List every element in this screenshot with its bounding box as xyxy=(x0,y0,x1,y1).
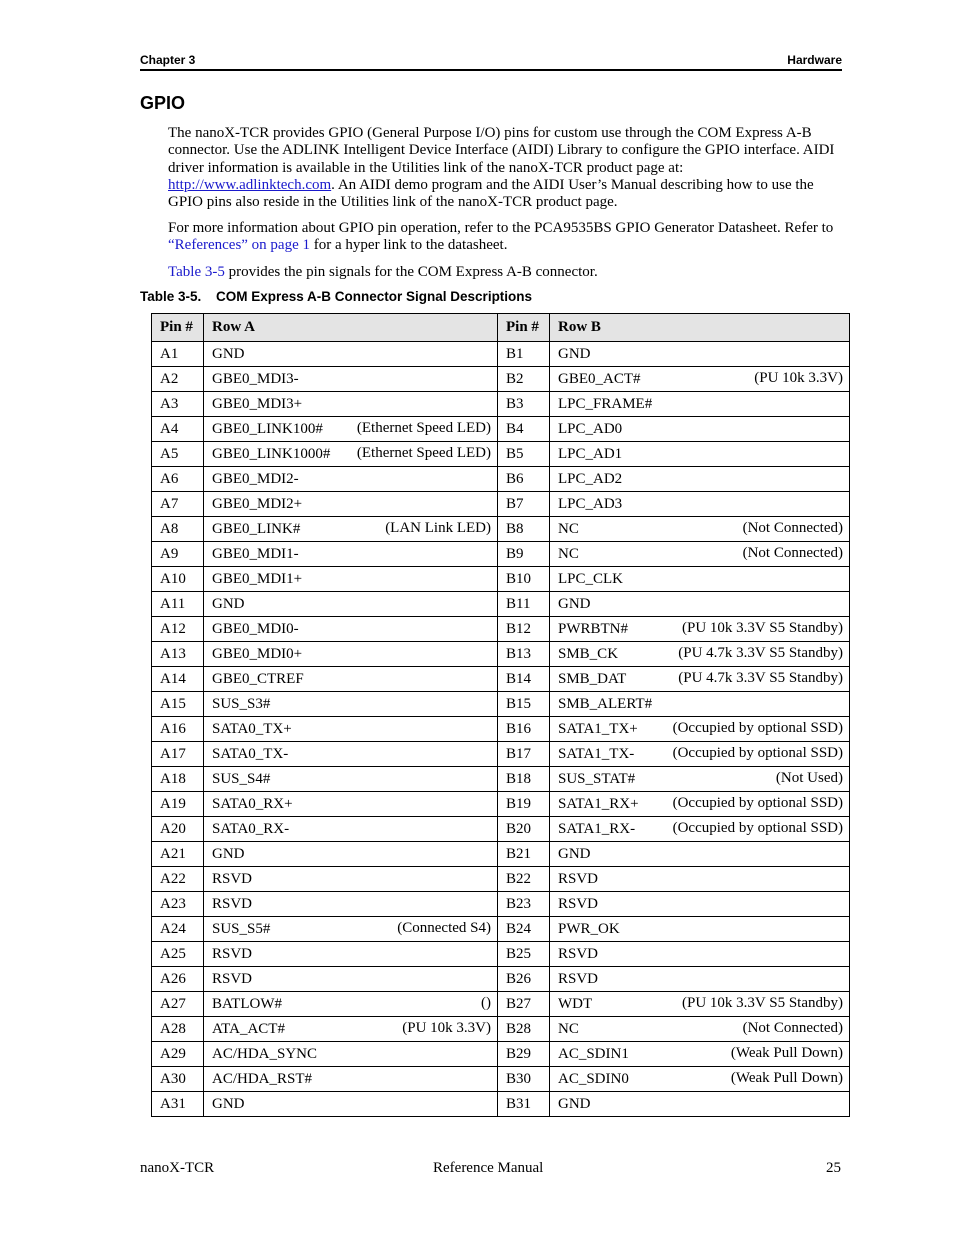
pin-a: A30 xyxy=(152,1067,204,1092)
pin-b: B3 xyxy=(498,392,550,417)
pin-a: A20 xyxy=(152,817,204,842)
pin-b: B18 xyxy=(498,767,550,792)
signal-b-cell xyxy=(550,1092,850,1117)
signal-b: LPC_AD1 xyxy=(558,445,623,462)
signal-b: RSVD xyxy=(558,945,599,962)
pin-b: B16 xyxy=(498,717,550,742)
signal-b: SATA1_RX+ xyxy=(558,795,639,812)
paragraph-datasheet xyxy=(168,220,844,255)
header-row-b: Row B xyxy=(550,314,850,342)
table-row xyxy=(152,442,850,467)
signal-b-cell xyxy=(550,542,850,567)
signal-b-note: (PU 4.7k 3.3V S5 Standby) xyxy=(678,645,843,661)
signal-b-note: (PU 10k 3.3V) xyxy=(754,370,843,386)
table-row xyxy=(152,467,850,492)
footer-product: nanoX-TCR xyxy=(140,1160,215,1176)
signal-b-cell xyxy=(550,517,850,542)
signal-a: SATA0_TX+ xyxy=(212,720,292,737)
signal-a-cell xyxy=(204,392,498,417)
signal-b-cell xyxy=(550,467,850,492)
signal-b: NC xyxy=(558,520,579,537)
signal-a: SATA0_RX+ xyxy=(212,795,293,812)
pin-b: B7 xyxy=(498,492,550,517)
pin-a: A31 xyxy=(152,1092,204,1117)
table-row xyxy=(152,367,850,392)
signal-b-cell xyxy=(550,617,850,642)
signal-a: GBE0_LINK100# xyxy=(212,420,323,437)
header-chapter: Chapter 3 xyxy=(140,53,196,67)
pin-a: A3 xyxy=(152,392,204,417)
signal-a-cell xyxy=(204,442,498,467)
pin-a: A23 xyxy=(152,892,204,917)
table-row xyxy=(152,517,850,542)
signal-b: NC xyxy=(558,545,579,562)
pin-a: A5 xyxy=(152,442,204,467)
signal-b: SATA1_TX+ xyxy=(558,720,638,737)
signal-b-cell xyxy=(550,592,850,617)
pin-b: B19 xyxy=(498,792,550,817)
pin-b: B14 xyxy=(498,667,550,692)
header-pin-a: Pin # xyxy=(152,314,204,342)
table-caption xyxy=(140,289,532,304)
signal-a: RSVD xyxy=(212,945,253,962)
pin-a: A4 xyxy=(152,417,204,442)
signal-a-cell xyxy=(204,742,498,767)
signal-a-note: (Ethernet Speed LED) xyxy=(356,420,491,436)
signal-b: RSVD xyxy=(558,870,599,887)
signal-a: GBE0_CTREF xyxy=(212,670,304,687)
table-3-5-link[interactable]: Table 3-5 xyxy=(168,264,225,280)
signal-b-note: (Occupied by optional SSD) xyxy=(672,820,843,836)
pin-b: B2 xyxy=(498,367,550,392)
signal-b: PWR_OK xyxy=(558,920,620,937)
signal-b-note: (Occupied by optional SSD) xyxy=(672,745,843,761)
signal-a: AC/HDA_SYNC xyxy=(212,1045,318,1062)
table-row xyxy=(152,917,850,942)
pin-a: A7 xyxy=(152,492,204,517)
signal-a-cell xyxy=(204,917,498,942)
signal-a-cell xyxy=(204,617,498,642)
signal-b-cell xyxy=(550,492,850,517)
table-row xyxy=(152,492,850,517)
table-row xyxy=(152,642,850,667)
pin-b: B8 xyxy=(498,517,550,542)
table-row xyxy=(152,1042,850,1067)
pin-b: B31 xyxy=(498,1092,550,1117)
signal-a: SUS_S4# xyxy=(212,770,271,787)
signal-b-note: (Weak Pull Down) xyxy=(730,1045,843,1061)
pin-a: A14 xyxy=(152,667,204,692)
table-row xyxy=(152,1067,850,1092)
table-row xyxy=(152,792,850,817)
adlink-url-link[interactable]: http://www.adlinktech.com xyxy=(168,176,332,193)
signal-a-cell xyxy=(204,1092,498,1117)
pin-a: A17 xyxy=(152,742,204,767)
signal-a: SATA0_TX- xyxy=(212,745,289,762)
table-row xyxy=(152,1017,850,1042)
signal-b: AC_SDIN0 xyxy=(558,1070,629,1087)
pin-a: A26 xyxy=(152,967,204,992)
signal-b: NC xyxy=(558,1020,579,1037)
pin-a: A15 xyxy=(152,692,204,717)
signal-table xyxy=(151,313,850,1117)
signal-b: GND xyxy=(558,845,591,862)
signal-a: SUS_S3# xyxy=(212,695,271,712)
pin-a: A10 xyxy=(152,567,204,592)
signal-b: WDT xyxy=(558,995,593,1012)
signal-b-cell xyxy=(550,367,850,392)
signal-b: SMB_DAT xyxy=(558,670,627,687)
running-header xyxy=(140,52,842,71)
signal-b: GND xyxy=(558,1095,591,1112)
signal-b-cell xyxy=(550,867,850,892)
para1-text-end: . An AIDI demo program and the AIDI User’s Manual describing how to use the GPIO pins also reside in the Utilities link of the nanoX-TCR product page. xyxy=(168,176,814,211)
signal-b-cell xyxy=(550,342,850,367)
signal-b: SATA1_TX- xyxy=(558,745,635,762)
signal-b-cell xyxy=(550,1017,850,1042)
signal-b: LPC_AD0 xyxy=(558,420,623,437)
references-link[interactable]: “References” on page 1 xyxy=(168,237,311,254)
signal-b-note: (Weak Pull Down) xyxy=(730,1070,843,1086)
pin-a: A1 xyxy=(152,342,204,367)
pin-a: A13 xyxy=(152,642,204,667)
pin-a: A22 xyxy=(152,867,204,892)
signal-a-cell xyxy=(204,717,498,742)
signal-a-cell xyxy=(204,1067,498,1092)
signal-a-cell xyxy=(204,467,498,492)
pin-a: A12 xyxy=(152,617,204,642)
signal-b-cell xyxy=(550,567,850,592)
pin-b: B12 xyxy=(498,617,550,642)
signal-b-cell xyxy=(550,1042,850,1067)
signal-b-note: (Occupied by optional SSD) xyxy=(672,795,843,811)
pin-b: B13 xyxy=(498,642,550,667)
pin-b: B30 xyxy=(498,1067,550,1092)
table-row xyxy=(152,767,850,792)
pin-a: A2 xyxy=(152,367,204,392)
signal-b-cell xyxy=(550,667,850,692)
pin-b: B1 xyxy=(498,342,550,367)
paragraph-aidi xyxy=(168,125,844,211)
signal-a: AC/HDA_RST# xyxy=(212,1070,313,1087)
signal-a: SATA0_RX- xyxy=(212,820,290,837)
pin-b: B26 xyxy=(498,967,550,992)
signal-a-cell xyxy=(204,667,498,692)
header-row-a: Row A xyxy=(204,314,498,342)
signal-a: GBE0_MDI1+ xyxy=(212,570,303,587)
signal-a: GBE0_MDI0+ xyxy=(212,645,303,662)
pin-a: A29 xyxy=(152,1042,204,1067)
pin-b: B15 xyxy=(498,692,550,717)
signal-a-cell xyxy=(204,367,498,392)
pin-b: B5 xyxy=(498,442,550,467)
signal-b: LPC_FRAME# xyxy=(558,395,653,412)
signal-a-cell xyxy=(204,942,498,967)
footer-doc-title: Reference Manual xyxy=(433,1160,544,1176)
table-row xyxy=(152,417,850,442)
table-row xyxy=(152,817,850,842)
signal-a: GBE0_MDI1- xyxy=(212,545,299,562)
signal-a-cell xyxy=(204,842,498,867)
signal-a-note: () xyxy=(481,995,491,1011)
signal-b-note: (PU 10k 3.3V S5 Standby) xyxy=(682,620,843,636)
pin-b: B20 xyxy=(498,817,550,842)
signal-b-cell xyxy=(550,942,850,967)
signal-a: GBE0_LINK# xyxy=(212,520,301,537)
caption-number: Table 3-5. xyxy=(140,289,202,304)
pin-a: A28 xyxy=(152,1017,204,1042)
signal-b: SATA1_RX- xyxy=(558,820,636,837)
signal-a-cell xyxy=(204,967,498,992)
signal-b: AC_SDIN1 xyxy=(558,1045,629,1062)
signal-b: RSVD xyxy=(558,895,599,912)
signal-b: LPC_AD3 xyxy=(558,495,623,512)
signal-b-cell xyxy=(550,992,850,1017)
signal-a-cell xyxy=(204,1042,498,1067)
signal-a: BATLOW# xyxy=(212,995,282,1012)
signal-b-note: (PU 4.7k 3.3V S5 Standby) xyxy=(678,670,843,686)
signal-a-cell xyxy=(204,492,498,517)
pin-b: B25 xyxy=(498,942,550,967)
pin-b: B21 xyxy=(498,842,550,867)
signal-a: GND xyxy=(212,845,245,862)
pin-b: B22 xyxy=(498,867,550,892)
signal-a-cell xyxy=(204,692,498,717)
table-row xyxy=(152,892,850,917)
para2-text-start: For more information about GPIO pin operation, refer to the PCA9535BS GPIO Generator Datasheet. Refer to xyxy=(168,220,834,236)
table-row xyxy=(152,742,850,767)
signal-a: GND xyxy=(212,595,245,612)
pin-a: A27 xyxy=(152,992,204,1017)
table-row xyxy=(152,942,850,967)
signal-b-note: (PU 10k 3.3V S5 Standby) xyxy=(682,995,843,1011)
pin-b: B6 xyxy=(498,467,550,492)
signal-a-note: (Ethernet Speed LED) xyxy=(356,445,491,461)
signal-a-cell xyxy=(204,867,498,892)
pin-a: A16 xyxy=(152,717,204,742)
table-row xyxy=(152,692,850,717)
signal-b-cell xyxy=(550,642,850,667)
pin-a: A8 xyxy=(152,517,204,542)
table-row xyxy=(152,617,850,642)
signal-a: GBE0_MDI3+ xyxy=(212,395,303,412)
signal-b-note: (Not Used) xyxy=(775,770,843,786)
signal-a-cell xyxy=(204,567,498,592)
signal-a-cell xyxy=(204,342,498,367)
pin-a: A18 xyxy=(152,767,204,792)
signal-a-cell xyxy=(204,417,498,442)
signal-b-cell xyxy=(550,742,850,767)
section-title: GPIO xyxy=(140,93,186,113)
table-row xyxy=(152,542,850,567)
signal-a: SUS_S5# xyxy=(212,920,271,937)
signal-a-note: (LAN Link LED) xyxy=(385,520,491,536)
signal-b: SMB_ALERT# xyxy=(558,695,653,712)
signal-a: ATA_ACT# xyxy=(212,1020,285,1037)
signal-b-cell xyxy=(550,917,850,942)
signal-a-cell xyxy=(204,517,498,542)
pin-b: B23 xyxy=(498,892,550,917)
para1-text-start: The nanoX-TCR provides GPIO (General Purpose I/O) pins for custom use through the COM Express A-B connector. Use the ADLINK Intelligent Device Interface (AIDI) Library to configure the GPIO interface. AIDI driver information is available in the Utilities link of the nanoX-TCR product page at: xyxy=(168,125,835,176)
signal-b-cell xyxy=(550,817,850,842)
signal-b-cell xyxy=(550,842,850,867)
signal-b-cell xyxy=(550,967,850,992)
table-row xyxy=(152,842,850,867)
signal-a: GBE0_MDI2+ xyxy=(212,495,303,512)
paragraph-table-ref xyxy=(168,264,844,281)
signal-b: GBE0_ACT# xyxy=(558,370,641,387)
signal-a: GND xyxy=(212,345,245,362)
footer-page-number: 25 xyxy=(826,1160,841,1176)
pin-b: B17 xyxy=(498,742,550,767)
signal-b-cell xyxy=(550,442,850,467)
signal-b: GND xyxy=(558,345,591,362)
signal-a-note: (Connected S4) xyxy=(397,920,491,936)
pin-a: A24 xyxy=(152,917,204,942)
signal-b-note: (Not Connected) xyxy=(742,520,843,536)
table-row xyxy=(152,1092,850,1117)
signal-b-cell xyxy=(550,717,850,742)
pin-b: B24 xyxy=(498,917,550,942)
table-row xyxy=(152,967,850,992)
caption-title: COM Express A-B Connector Signal Descriptions xyxy=(216,289,533,304)
pin-a: A21 xyxy=(152,842,204,867)
table-header-row xyxy=(152,314,850,342)
para2-text-end: for a hyper link to the datasheet. xyxy=(310,237,508,254)
signal-b-note: (Occupied by optional SSD) xyxy=(672,720,843,736)
signal-a-cell xyxy=(204,642,498,667)
signal-a-cell xyxy=(204,992,498,1017)
signal-b: SMB_CK xyxy=(558,645,619,662)
signal-a: GBE0_MDI3- xyxy=(212,370,299,387)
signal-a-cell xyxy=(204,542,498,567)
signal-a: GND xyxy=(212,1095,245,1112)
pin-b: B10 xyxy=(498,567,550,592)
pin-a: A25 xyxy=(152,942,204,967)
signal-a: GBE0_LINK1000# xyxy=(212,445,331,462)
pin-b: B9 xyxy=(498,542,550,567)
signal-b-note: (Not Connected) xyxy=(742,545,843,561)
signal-b: GND xyxy=(558,595,591,612)
signal-b-cell xyxy=(550,392,850,417)
table-row xyxy=(152,342,850,367)
signal-a: RSVD xyxy=(212,895,253,912)
signal-a-cell xyxy=(204,767,498,792)
signal-b: RSVD xyxy=(558,970,599,987)
signal-a-cell xyxy=(204,592,498,617)
table-row xyxy=(152,717,850,742)
signal-b: SUS_STAT# xyxy=(558,770,636,787)
pin-b: B4 xyxy=(498,417,550,442)
signal-a: GBE0_MDI0- xyxy=(212,620,299,637)
pin-a: A11 xyxy=(152,592,204,617)
header-pin-b: Pin # xyxy=(498,314,550,342)
signal-a: RSVD xyxy=(212,870,253,887)
signal-b: LPC_AD2 xyxy=(558,470,623,487)
signal-b-cell xyxy=(550,1067,850,1092)
signal-b-cell xyxy=(550,417,850,442)
signal-b: PWRBTN# xyxy=(558,620,629,637)
table-row xyxy=(152,567,850,592)
table-row xyxy=(152,667,850,692)
pin-b: B27 xyxy=(498,992,550,1017)
pin-a: A9 xyxy=(152,542,204,567)
pin-a: A6 xyxy=(152,467,204,492)
pin-b: B28 xyxy=(498,1017,550,1042)
table-row xyxy=(152,592,850,617)
table-row xyxy=(152,867,850,892)
signal-a-cell xyxy=(204,892,498,917)
signal-a-note: (PU 10k 3.3V) xyxy=(402,1020,491,1036)
signal-a: GBE0_MDI2- xyxy=(212,470,299,487)
pin-b: B29 xyxy=(498,1042,550,1067)
signal-a-cell xyxy=(204,817,498,842)
signal-b-cell xyxy=(550,767,850,792)
para3-text: provides the pin signals for the COM Express A-B connector. xyxy=(224,264,598,280)
pin-a: A19 xyxy=(152,792,204,817)
signal-b-cell xyxy=(550,792,850,817)
table-row xyxy=(152,392,850,417)
signal-b-note: (Not Connected) xyxy=(742,1020,843,1036)
table-row xyxy=(152,992,850,1017)
signal-a: RSVD xyxy=(212,970,253,987)
signal-a-cell xyxy=(204,1017,498,1042)
header-section: Hardware xyxy=(787,53,842,67)
signal-a-cell xyxy=(204,792,498,817)
signal-b: LPC_CLK xyxy=(558,570,624,587)
signal-b-cell xyxy=(550,892,850,917)
signal-b-cell xyxy=(550,692,850,717)
pin-b: B11 xyxy=(498,592,550,617)
